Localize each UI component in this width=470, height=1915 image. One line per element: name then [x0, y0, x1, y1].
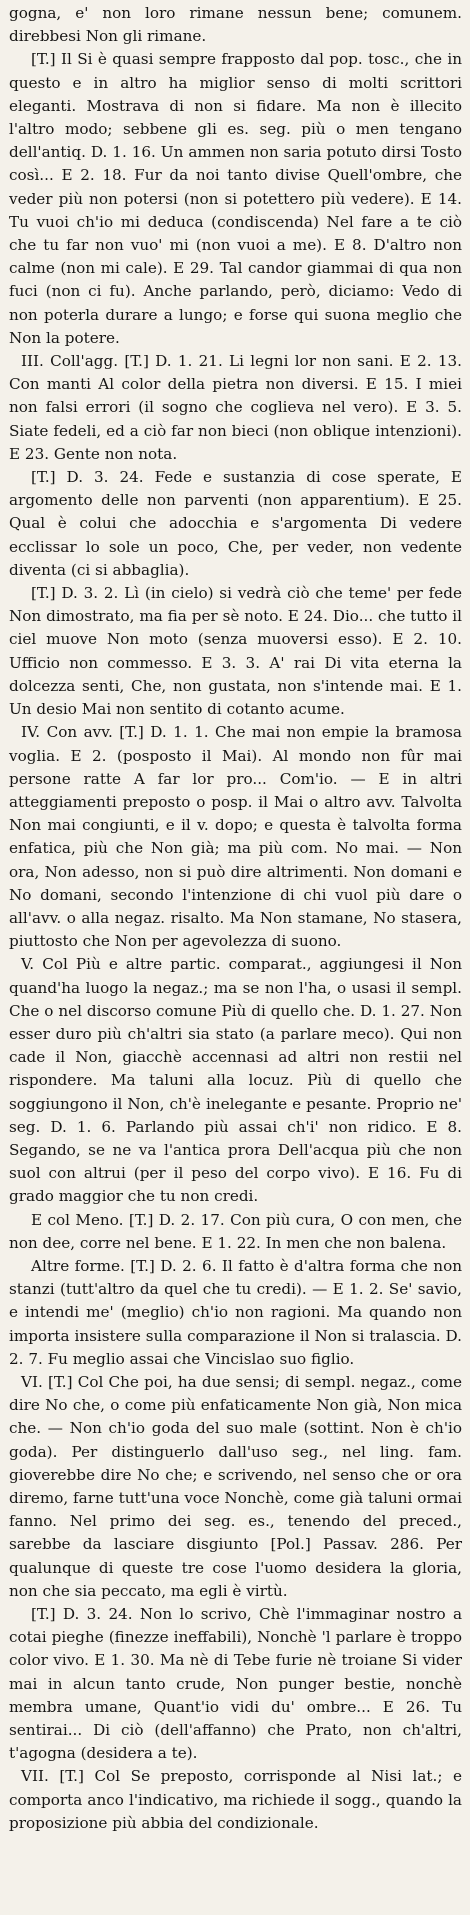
paragraph-1: gogna, e' non loro rimane nessun bene; comunem. direbbesi Non gli rimane. [9, 4, 462, 46]
section-IV: IV. Con avv. [T.] D. 1. 1. Che mai non empie la bramosa voglia. E 2. (posposto il Mai). Al mondo non fûr mai persone ratte A far lor pro... Com'io. — E in altri atteggiamenti preposto o posp. il Mai o altro avv. Talvolta Non mai congiunti, e il v. dopo; e questa è talvolta forma enfatica, più che Non già; ma più com. No mai. — Non ora, Non adesso, non si può dire altrimenti. Non domani e No domani, secondo l'intenzione di chi vuol più dare o all'avv. o alla negaz. risalto. Ma Non stamane, No stasera, piuttosto che Non per agevolezza di suono. [9, 723, 462, 951]
section-III: III. Coll'agg. [T.] D. 1. 21. Li legni lor non sani. E 2. 13. Con manti Al color della pietra non diversi. E 15. I miei non falsi errori (il sogno che coglieva nel vero). E 3. 5. Siate fedeli, ed a ciò far non bieci (non oblique intenzioni). E 23. Gente non nota. [9, 352, 462, 463]
paragraph-11: [T.] D. 3. 24. Non lo scrivo, Chè l'immaginar nostro a cotai pieghe (finezze ineffabili), Nonchè 'l parlare è troppo color vivo. E 1. 30. Ma nè di Tebe furie nè troiane Si vider mai in alcun tanto crude, Non punger bestie, nonchè membra umane, Quant'io vidi du' ombre... E 26. Tu sentirai... Di ciò (dell'affanno) che Prato, non ch'altri, t'agogna (desidera a te). [9, 1605, 462, 1763]
paragraph-4: [T.] D. 3. 24. Fede e sustanzia di cose sperate, E argomento delle non parventi (non apparentium). E 25. Qual è colui che adocchia e s'argomenta Di vedere ecclissar lo sole un poco, Che, per veder, non vedente diventa (ci si abbaglia). [9, 468, 462, 579]
paragraph-altre-forme: Altre forme. [T.] D. 2. 6. Il fatto è d'altra forma che non stanzi (tutt'altro da quel che tu credi). — E 1. 2. Se' savio, e intendi me' (meglio) ch'io non ragioni. Ma quando non importa insistere sulla comparazione il Non si tralascia. D. 2. 7. Fu meglio assai che Vincislao suo figlio. [9, 1256, 462, 1368]
paragraph-2: [T.] Il Si è quasi sempre frapposto dal pop. tosc., che in questo e in altro ha miglior senso di molti scrittori eleganti. Mostrava di non si fidare. Ma non è illecito l'altro modo; sebbene gli es. seg. più o men tengano dell'antiq. D. 1. 16. Un ammen non saria potuto dirsi Tosto così... E 2. 18. Fur da noi tanto divise Quell'ombre, che veder più non potersi (non si potettero più vedere). E 14. Tu vuoi ch'io mi deduca (condiscenda) Nel fare a te ciò che tu far non vuo' mi (non vuoi a me). E 8. D'altro non calme (non mi cale). E 29. Tal candor giammai di qua non fuci (non ci fu). Anche parlando, però, diciamo: Vedo di non poterla durare a lungo; e forse qui suona meglio che Non la potere. [9, 50, 462, 347]
paragraph-5: [T.] D. 3. 2. Lì (in cielo) si vedrà ciò che teme' per fede Non dimostrato, ma fia per sè noto. E 24. Dio... che tutto il ciel muove Non moto (senza muoversi esso). E 2. 10. Ufficio non commesso. E 3. 3. A' rai Di vita eterna la dolcezza senti, Che, non gustata, non s'intende mai. E 1. Un desio Mai non sentito di cotanto acume. [9, 584, 462, 719]
section-V: V. Col Più e altre partic. comparat., aggiungesi il Non quand'ha luogo la negaz.; ma se non l'ha, o usasi il sempl. Che o nel discorso comune Più di quello che. D. 1. 27. Non esser duro più ch'altri sia stato (a parlare meco). Qui non cade il Non, giacchè accennasi ad altri non restii nel rispondere. Ma taluni alla locuz. Più di quello che soggiungono il Non, ch'è inelegante e pesante. Proprio ne' seg. D. 1. 6. Parlando più assai ch'i' non ridico. E 8. Segando, se ne va l'antica prora Dell'acqua più che non suol con altrui (per il peso del corpo vivo). E 16. Fu di grado maggior che tu non credi. [9, 955, 462, 1206]
section-VI: VI. [T.] Col Che poi, ha due sensi; di sempl. negaz., come dire No che, o come più enfaticamente Non già, Non mica che. — Non ch'io goda del suo male (sottint. Non è ch'io goda). Per distinguerlo dall'uso seg., nel ling. fam. gioverebbe dire No che; e scrivendo, nel senso che or ora diremo, farne tutt'una voce Nonchè, come già taluni ormai fanno. Nel primo dei seg. es., tenendo del preced., sarebbe da lasciare disgiunto [Pol.] Passav. 286. Per qualunque di queste tre cose l'uomo desidera la gloria, non che sia peccato, ma egli è virtù. [9, 1372, 462, 1600]
section-VII: VII. [T.] Col Se preposto, corrisponde al Nisi lat.; e comporta anco l'indicativo, ma richiede il sogg., quando la proposizione più abbia del condizionale. [9, 1767, 462, 1832]
paragraph-meno: E col Meno. [T.] D. 2. 17. Con più cura, O con men, che non dee, corre nel bene. E 1. 22. In men che non balena. [9, 1210, 462, 1252]
